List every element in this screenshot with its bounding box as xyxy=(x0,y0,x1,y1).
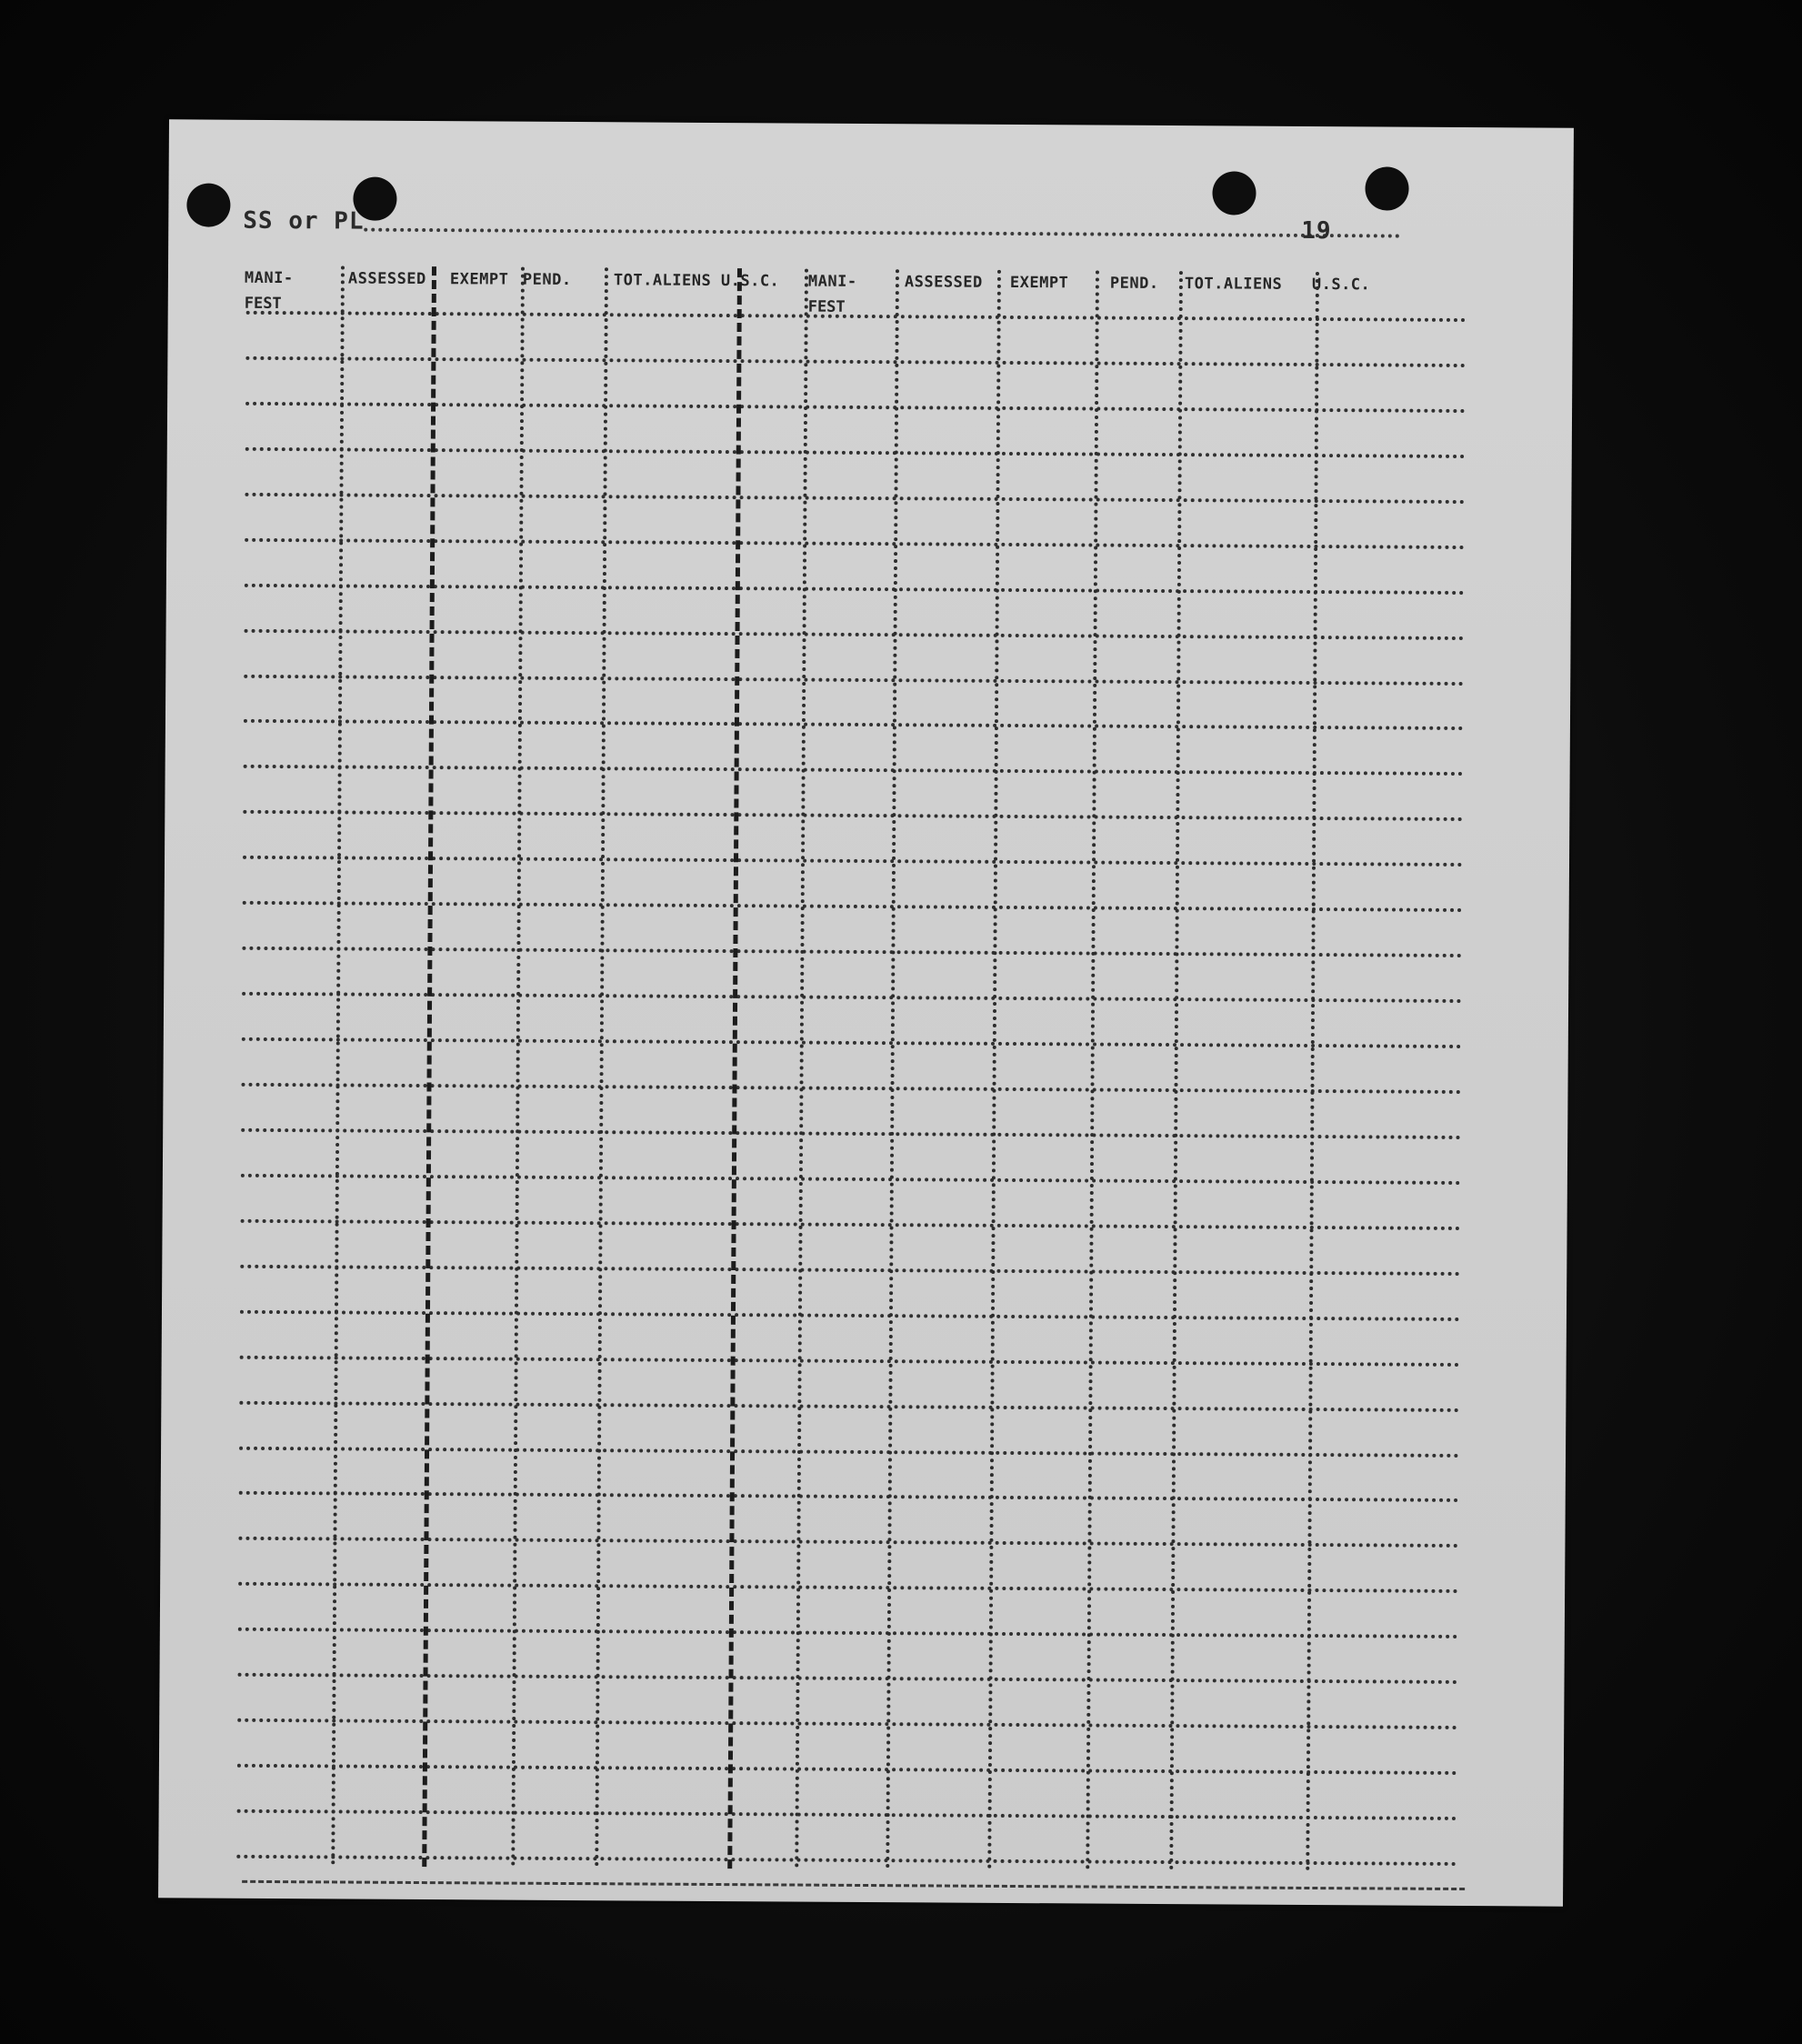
col-header-manifest-right: MANI- xyxy=(807,272,857,291)
ledger-row-rule xyxy=(245,447,1466,458)
col-header-tot-aliens-right: TOT.ALIENS xyxy=(1184,275,1283,294)
col-header-tot-aliens: TOT.ALIENS xyxy=(613,271,712,290)
ledger-row-rule xyxy=(241,1083,1461,1094)
ledger-row-rule xyxy=(238,1673,1458,1684)
ledger-column-rule xyxy=(727,268,742,1869)
ledger-column-rule xyxy=(1169,271,1183,1871)
ledger-row-rule xyxy=(241,1219,1461,1230)
col-header-pend-right: PEND. xyxy=(1109,274,1159,293)
ledger-row-rule xyxy=(245,584,1465,595)
ledger-column-rule xyxy=(987,270,1001,1870)
col-header-usc-right: U.S.C. xyxy=(1311,275,1371,295)
col-header-exempt: EXEMPT xyxy=(449,270,509,289)
ledger-row-rule xyxy=(244,675,1464,686)
ledger-row-rule xyxy=(241,1174,1461,1185)
ledger-column-rule xyxy=(1086,271,1099,1871)
ledger-row-rule xyxy=(242,947,1462,957)
col-header-manifest-2: FEST xyxy=(244,294,282,314)
col-header-exempt-right: EXEMPT xyxy=(1009,273,1069,293)
ledger-row-rule xyxy=(246,311,1467,322)
ledger-column-rule xyxy=(795,269,808,1869)
ledger-row-rule xyxy=(244,765,1464,776)
ledger-column-rule xyxy=(422,266,436,1867)
ledger-row-rule xyxy=(243,901,1463,912)
ledger-row-rule xyxy=(245,538,1465,549)
ledger-row-rule xyxy=(245,402,1466,413)
ledger-column-rule xyxy=(886,269,899,1869)
col-header-manifest-right-2: FEST xyxy=(807,297,846,316)
ledger-row-rule xyxy=(239,1491,1459,1502)
col-header-pend: PEND. xyxy=(522,270,572,290)
col-header-assessed-right: ASSESSED xyxy=(904,273,983,292)
ledger-row-rule xyxy=(238,1582,1458,1593)
ledger-row-rule xyxy=(245,629,1465,640)
ledger-row-rule xyxy=(242,992,1462,1003)
ledger-sheet xyxy=(158,119,1574,1906)
ledger-row-rule xyxy=(241,1128,1461,1139)
ledger-row-rule xyxy=(240,1356,1460,1367)
col-header-assessed: ASSESSED xyxy=(347,269,426,289)
ledger-row-rule xyxy=(243,810,1463,821)
ledger-row-rule xyxy=(239,1401,1459,1412)
ledger-row-rule xyxy=(239,1447,1459,1458)
punch-hole-right-1 xyxy=(1212,171,1256,215)
ledger-row-rule xyxy=(237,1718,1457,1729)
punch-hole-right-2 xyxy=(1365,166,1408,210)
ledger-row-rule xyxy=(243,856,1463,867)
ledger-row-rule xyxy=(237,1764,1457,1775)
punch-hole-left-1 xyxy=(186,183,230,226)
ledger-row-rule xyxy=(244,719,1464,730)
ledger-row-rule xyxy=(245,493,1465,504)
bottom-rule xyxy=(242,1880,1465,1890)
ledger-row-rule xyxy=(236,1855,1457,1866)
ledger-row-rule xyxy=(238,1537,1458,1548)
ledger-row-rule xyxy=(240,1265,1460,1276)
ledger-column-rule xyxy=(331,266,345,1866)
vessel-fill-line xyxy=(364,228,1400,238)
year-label: 19 xyxy=(1301,216,1332,245)
ledger-row-rule xyxy=(240,1310,1460,1321)
ledger-row-rule xyxy=(245,356,1466,367)
ledger-row-rule xyxy=(238,1628,1458,1638)
ledger-row-rule xyxy=(237,1809,1457,1820)
ledger-column-rule xyxy=(1306,272,1319,1872)
ledger-column-rule xyxy=(511,267,525,1868)
col-header-usc: U.S.C. xyxy=(720,272,780,291)
col-header-manifest: MANI- xyxy=(244,268,294,288)
ledger-row-rule xyxy=(242,1037,1462,1048)
vessel-label: SS or PL xyxy=(243,206,365,235)
ledger-column-rule xyxy=(595,267,608,1868)
